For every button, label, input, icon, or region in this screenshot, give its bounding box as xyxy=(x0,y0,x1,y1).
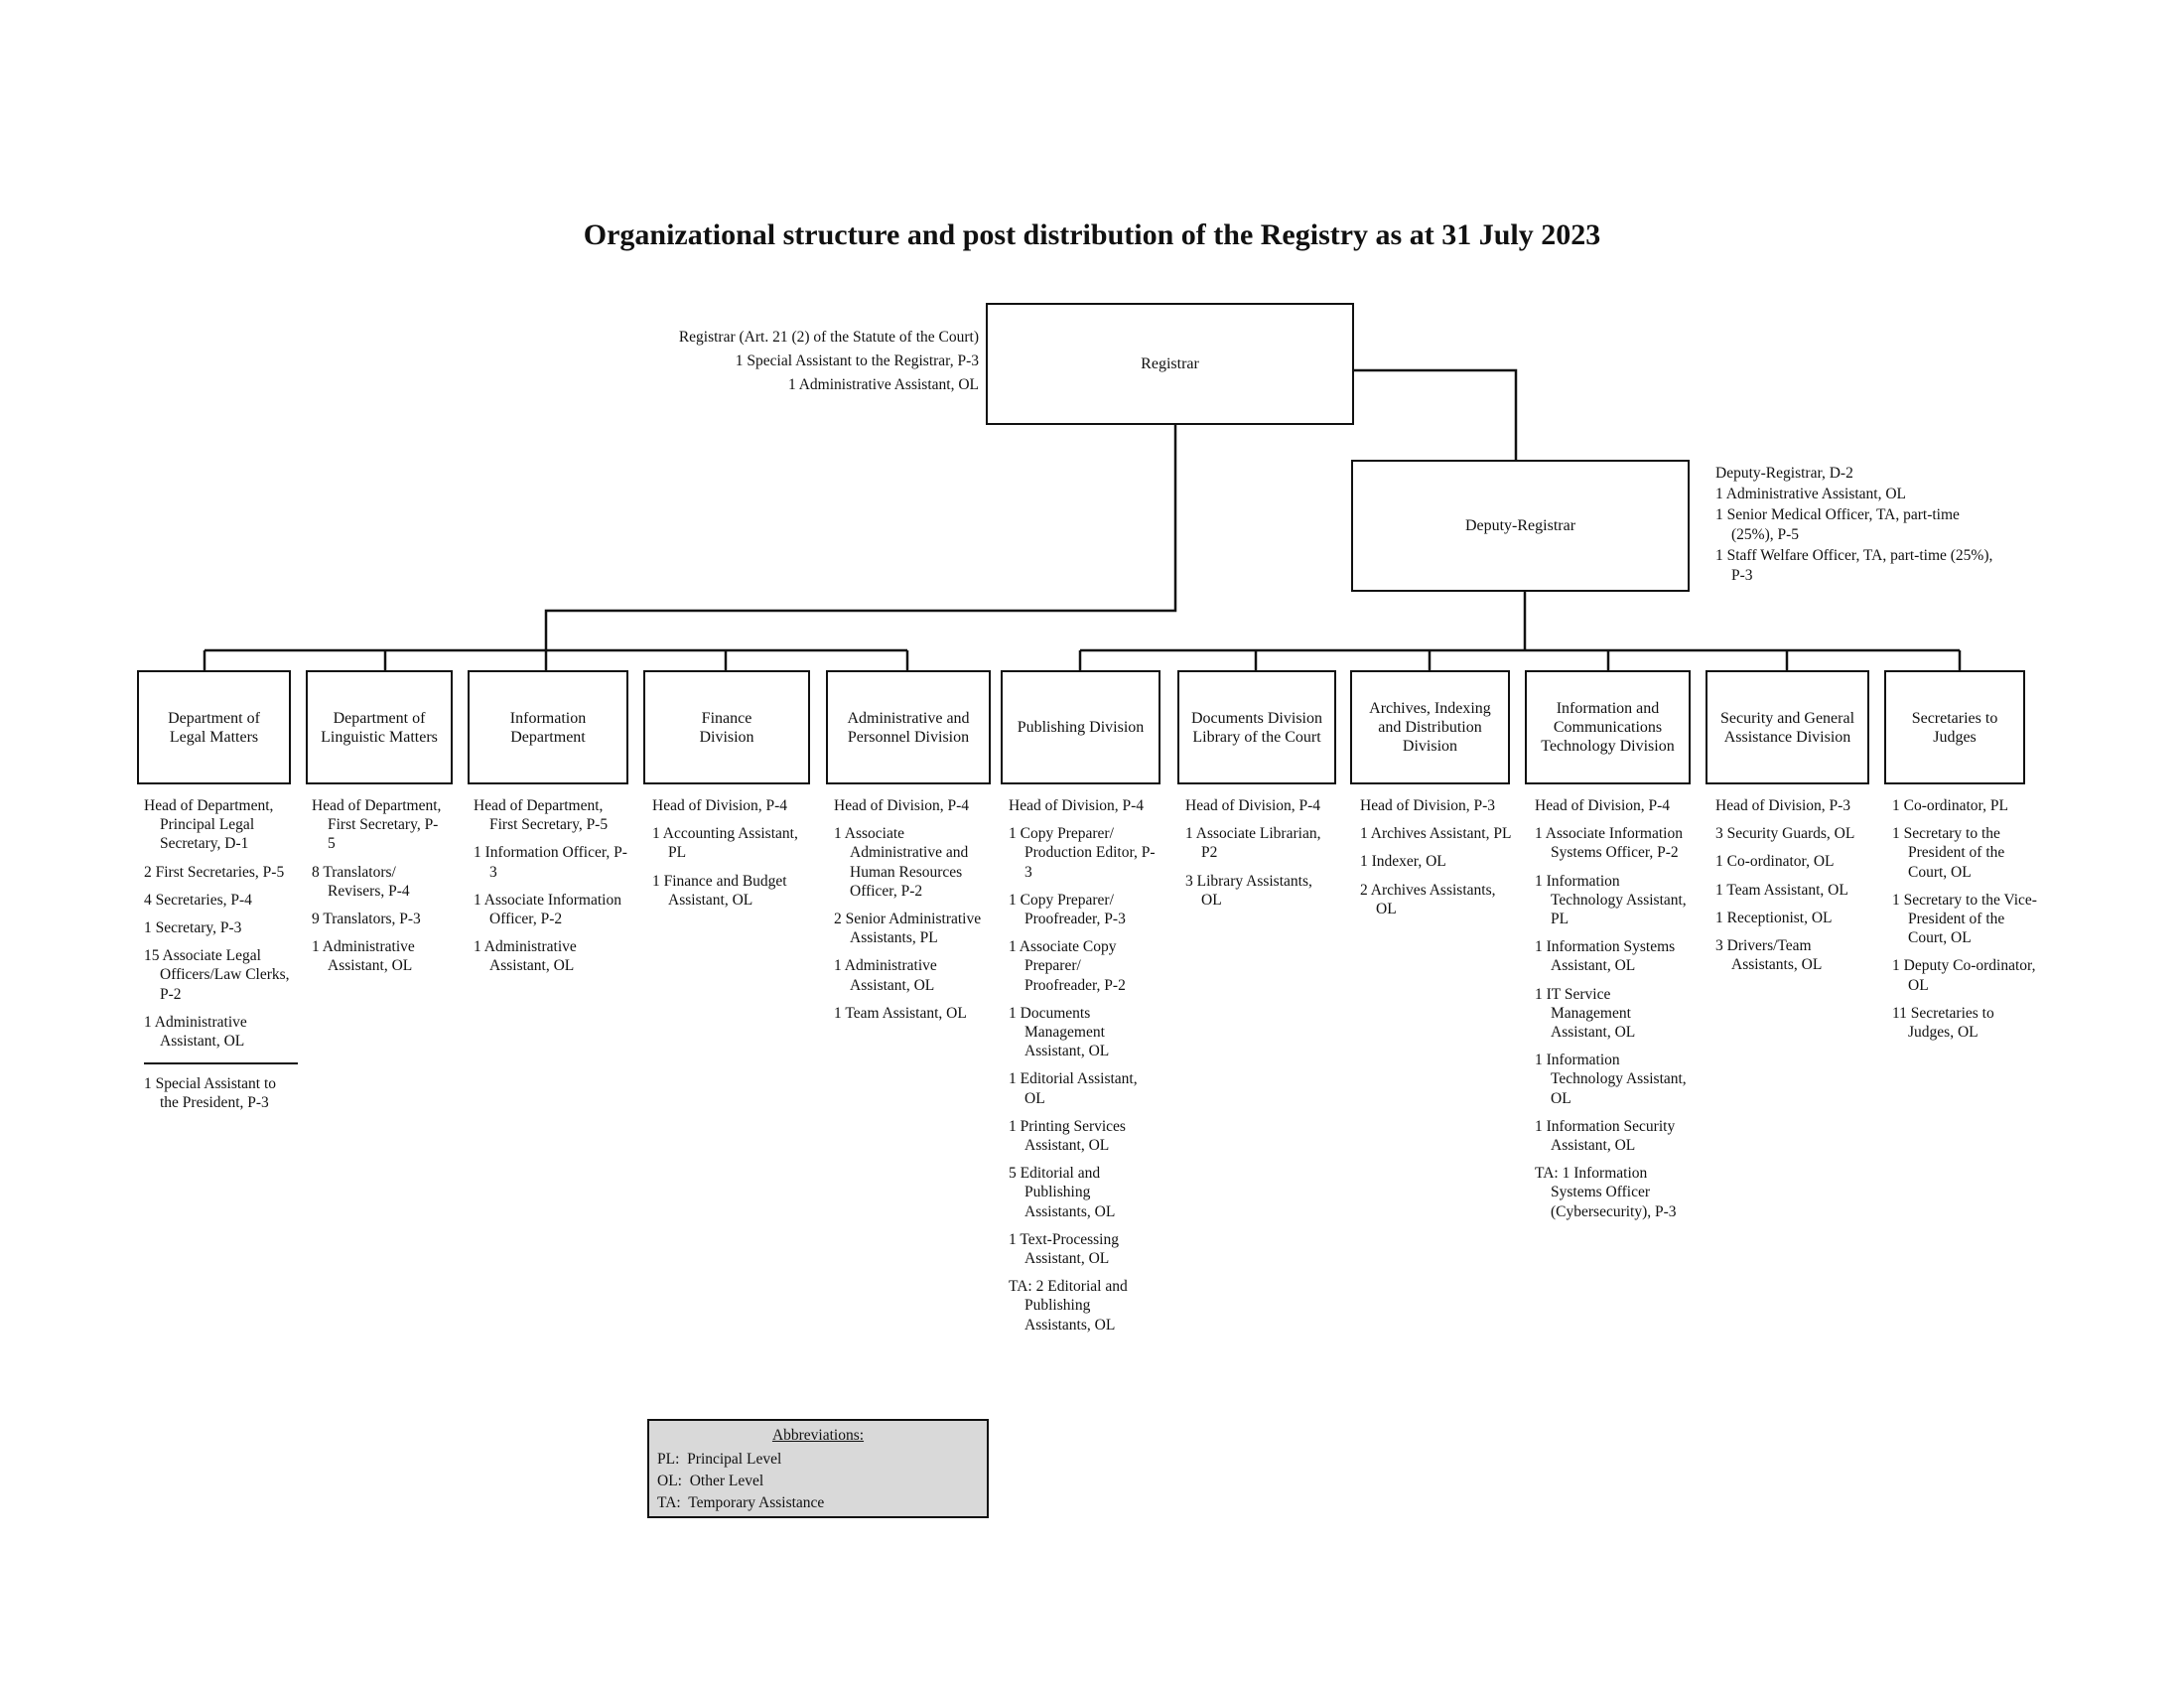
post-item: 1 Printing Services Assistant, OL xyxy=(1009,1117,1126,1155)
post-item: Head of Division, P-4 xyxy=(652,797,788,814)
unit-label: Department of Legal Matters xyxy=(168,709,260,746)
post-item: Head of Division, P-4 xyxy=(1009,797,1145,814)
registrar-label: Registrar xyxy=(1141,355,1199,372)
post-item: 4 Secretaries, P-4 xyxy=(144,891,252,909)
post-item: 1 Secretary, P-3 xyxy=(144,919,242,937)
post-item: 15 Associate Legal Officers/Law Clerks, P-2 xyxy=(144,947,290,1003)
posts-finance-division xyxy=(652,796,811,918)
post-item: 1 IT Service Management Assistant, OL xyxy=(1535,985,1636,1042)
post-item: 1 Associate Information Systems Officer, P-2 xyxy=(1535,825,1683,862)
post-item: 1 Administrative Assistant, OL xyxy=(312,938,415,975)
post-item: 1 Associate Administrative and Human Resources Officer, P-2 xyxy=(834,825,969,900)
unit-box-documents-division[interactable] xyxy=(1177,670,1336,784)
post-item: 1 Associate Librarian, P2 xyxy=(1185,825,1321,862)
post-item: 1 Text-Processing Assistant, OL xyxy=(1009,1230,1119,1268)
post-item: 1 Co-ordinator, OL xyxy=(1715,853,1835,871)
post-item: 5 Editorial and Publishing Assistants, OL xyxy=(1009,1165,1116,1220)
post-item: 1 Associate Information Officer, P-2 xyxy=(474,891,621,928)
post-item: 2 First Secretaries, P-5 xyxy=(144,863,285,881)
post-item: 1 Accounting Assistant, PL xyxy=(652,825,798,862)
registrar-note: 1 Administrative Assistant, OL xyxy=(787,376,979,393)
posts-information-department xyxy=(474,796,632,985)
unit-box-ict-division[interactable] xyxy=(1525,670,1691,784)
post-item: 1 Information Systems Assistant, OL xyxy=(1535,938,1676,975)
post-item: 1 Information Technology Assistant, PL xyxy=(1535,872,1687,928)
abbreviation-meaning: Temporary Assistance xyxy=(688,1494,825,1511)
post-item: 3 Security Guards, OL xyxy=(1715,825,1855,843)
post-item: 1 Information Security Assistant, OL xyxy=(1535,1117,1676,1155)
posts-admin-personnel xyxy=(834,796,993,1032)
unit-box-admin-personnel[interactable] xyxy=(826,670,991,784)
deputy-note: Deputy-Registrar, D-2 xyxy=(1715,465,1853,482)
post-item: Head of Department, Principal Legal Secretary, D-1 xyxy=(144,797,274,853)
posts-archives-division xyxy=(1360,796,1514,927)
unit-label: Administrative and Personnel Division xyxy=(847,709,970,746)
unit-label: Security and General Assistance Division xyxy=(1719,709,1855,746)
abbreviation-row xyxy=(657,1492,979,1514)
unit-label: Documents Division Library of the Court xyxy=(1191,709,1322,746)
post-item: 1 Finance and Budget Assistant, OL xyxy=(652,872,787,909)
posts-secretaries-judges xyxy=(1892,796,2041,1051)
posts-documents-division xyxy=(1185,796,1334,918)
post-item: 1 Co-ordinator, PL xyxy=(1892,797,2008,814)
registrar-note: 1 Special Assistant to the Registrar, P-3 xyxy=(735,352,979,369)
post-item: Head of Division, P-4 xyxy=(1185,797,1321,814)
unit-label: Publishing Division xyxy=(1017,719,1145,736)
post-item: 1 Copy Preparer/ Proofreader, P-3 xyxy=(1009,891,1126,928)
unit-label: Department of Linguistic Matters xyxy=(321,709,438,746)
unit-box-security-division[interactable] xyxy=(1706,670,1869,784)
registrar-note: Registrar (Art. 21 (2) of the Statute of the Court) xyxy=(678,329,979,346)
unit-label: Information Department xyxy=(509,709,587,746)
connector-registrar-deputy xyxy=(1352,370,1516,462)
posts-legal-matters xyxy=(144,796,293,1122)
unit-box-archives-division[interactable] xyxy=(1350,670,1510,784)
deputy-registrar-label: Deputy-Registrar xyxy=(1464,517,1576,534)
post-item: 1 Secretary to the President of the Court, OL xyxy=(1892,825,2005,881)
post-item: 1 Administrative Assistant, OL xyxy=(144,1013,247,1051)
post-item: 1 Copy Preparer/ Production Editor, P-3 xyxy=(1009,825,1156,881)
abbreviation-row xyxy=(657,1449,979,1471)
unit-box-linguistic-matters[interactable] xyxy=(306,670,453,784)
post-item: 1 Administrative Assistant, OL xyxy=(474,938,577,975)
abbreviation-row xyxy=(657,1471,979,1492)
post-item: 1 Deputy Co-ordinator, OL xyxy=(1892,957,2036,994)
post-item: Head of Division, P-4 xyxy=(1535,797,1671,814)
post-item: 1 Receptionist, OL xyxy=(1715,909,1833,926)
post-item: 1 Editorial Assistant, OL xyxy=(1009,1070,1138,1107)
abbreviation-code: PL: xyxy=(657,1451,680,1468)
post-item: 2 Senior Administrative Assistants, PL xyxy=(834,911,982,947)
unit-label: Secretaries to Judges xyxy=(1911,709,1998,746)
post-item: 9 Translators, P-3 xyxy=(312,911,421,928)
posts-linguistic-matters xyxy=(312,796,446,985)
post-item: 1 Documents Management Assistant, OL xyxy=(1009,1004,1110,1060)
post-item: Head of Division, P-3 xyxy=(1715,797,1851,814)
abbreviations-heading: Abbreviations: xyxy=(771,1427,865,1444)
posts-publishing-division xyxy=(1009,796,1158,1343)
unit-box-secretaries-judges[interactable] xyxy=(1884,670,2025,784)
registrar-box[interactable] xyxy=(986,303,1354,425)
post-item: 2 Archives Assistants, OL xyxy=(1360,881,1496,917)
post-item: 1 Special Assistant to the President, P-3 xyxy=(144,1075,277,1112)
abbreviations-legend xyxy=(647,1419,989,1518)
post-item: 1 Team Assistant, OL xyxy=(1715,881,1848,899)
deputy-note: 1 Administrative Assistant, OL xyxy=(1715,486,1907,502)
registrar-notes xyxy=(596,326,979,397)
post-item: Head of Department, First Secretary, P-5 xyxy=(474,797,609,834)
abbreviation-code: TA: xyxy=(657,1494,681,1511)
post-item: 1 Associate Copy Preparer/ Proofreader, P-2 xyxy=(1009,938,1126,994)
posts-security-division xyxy=(1715,796,1864,983)
post-item: Head of Division, P-4 xyxy=(834,797,970,814)
deputy-note: 1 Staff Welfare Officer, TA, part-time (25%), P-3 xyxy=(1715,547,1993,584)
unit-label: Finance Division xyxy=(699,709,754,746)
post-item: 3 Drivers/Team Assistants, OL xyxy=(1715,937,1823,974)
unit-box-legal-matters[interactable] xyxy=(137,670,291,784)
deputy-registrar-notes xyxy=(1715,464,2003,587)
post-item: 1 Indexer, OL xyxy=(1360,853,1446,871)
separator-line xyxy=(144,1062,298,1064)
unit-box-finance-division[interactable] xyxy=(643,670,810,784)
post-item: 1 Archives Assistant, PL xyxy=(1360,825,1512,843)
post-item: TA: 2 Editorial and Publishing Assistants, OL xyxy=(1009,1278,1128,1334)
post-item: 1 Administrative Assistant, OL xyxy=(834,957,937,994)
unit-label: Information and Communications Technology Division xyxy=(1541,700,1675,755)
post-item: 1 Secretary to the Vice-President of the Court, OL xyxy=(1892,891,2037,947)
post-item: TA: 1 Information Systems Officer (Cybersecurity), P-3 xyxy=(1535,1165,1677,1220)
post-item: Head of Department, First Secretary, P-5 xyxy=(312,797,442,853)
post-item: 1 Information Officer, P-3 xyxy=(474,844,627,881)
deputy-registrar-box[interactable] xyxy=(1351,460,1690,592)
deputy-note: 1 Senior Medical Officer, TA, part-time (25%), P-5 xyxy=(1715,506,1960,543)
post-item: Head of Division, P-3 xyxy=(1360,797,1496,814)
connector-registrar-left xyxy=(546,424,1175,650)
abbreviation-meaning: Other Level xyxy=(689,1473,764,1489)
post-item: 8 Translators/ Revisers, P-4 xyxy=(312,863,410,900)
unit-box-publishing-division[interactable] xyxy=(1001,670,1160,784)
post-item: 3 Library Assistants, OL xyxy=(1185,872,1312,909)
unit-box-information-department[interactable] xyxy=(468,670,628,784)
abbreviation-code: OL: xyxy=(657,1473,682,1489)
post-item: 1 Information Technology Assistant, OL xyxy=(1535,1052,1687,1107)
post-item: 1 Team Assistant, OL xyxy=(834,1004,967,1022)
page-title: Organizational structure and post distribution of the Registry as at 31 July 2023 xyxy=(583,218,1601,251)
abbreviation-meaning: Principal Level xyxy=(687,1451,782,1468)
post-item: 11 Secretaries to Judges, OL xyxy=(1892,1004,1994,1042)
unit-label: Archives, Indexing and Distribution Division xyxy=(1369,700,1491,755)
posts-ict-division xyxy=(1535,796,1694,1230)
